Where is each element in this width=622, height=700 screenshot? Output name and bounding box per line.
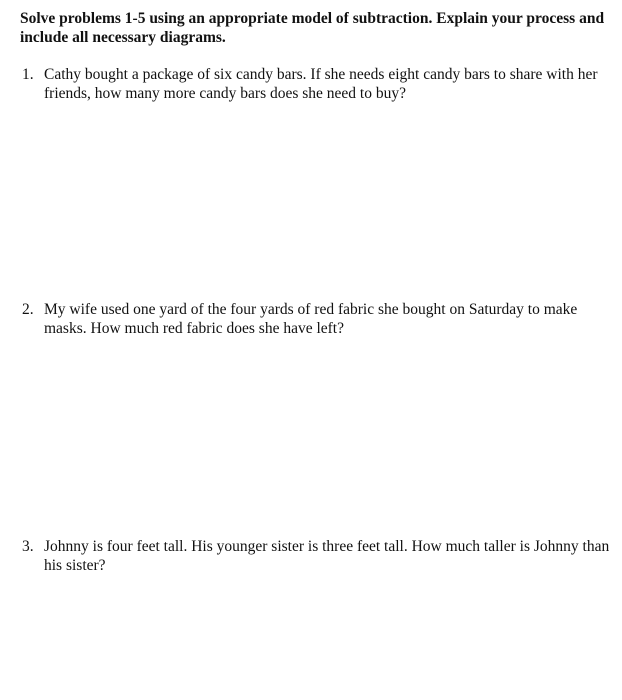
problem-number: 1. <box>22 66 34 83</box>
problem-text: Cathy bought a package of six candy bars. If she needs eight candy bars to share with her friends, how many more candy bars does she need to buy? <box>44 66 598 102</box>
problem-text: Johnny is four feet tall. His younger sister is three feet tall. How much taller is Johnny than his sister? <box>44 538 610 574</box>
problem-number: 3. <box>22 538 34 555</box>
instructions-heading: Solve problems 1-5 using an appropriate model of subtraction. Explain your process and include all necessary diagrams. <box>20 10 605 46</box>
problem-1 <box>20 65 610 103</box>
problem-number: 2. <box>22 301 34 318</box>
problem-text: My wife used one yard of the four yards of red fabric she bought on Saturday to make masks. How much red fabric does she have left? <box>44 301 578 337</box>
problem-3 <box>20 537 610 575</box>
problem-2 <box>20 300 610 338</box>
